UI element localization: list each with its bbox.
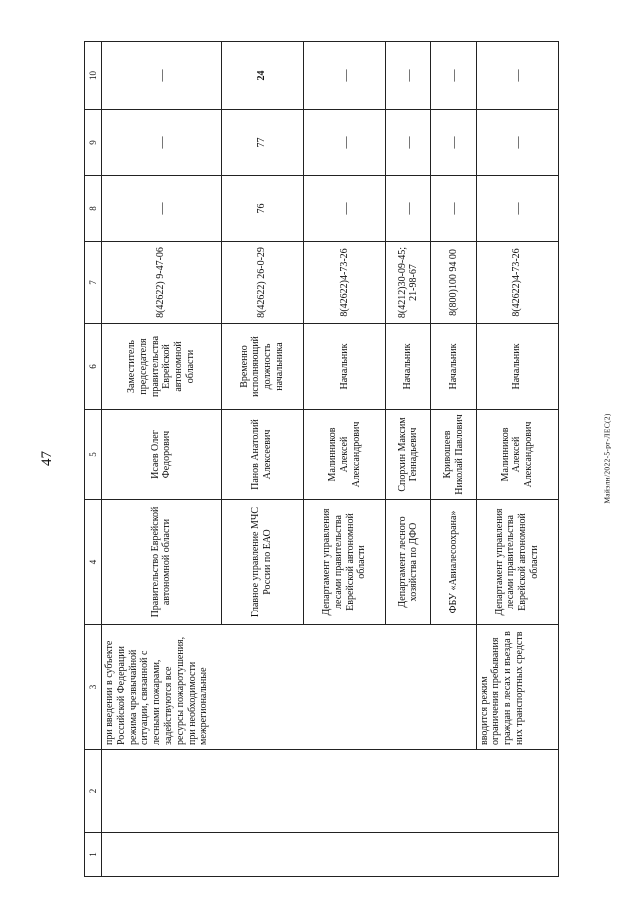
value-cell: —: [303, 41, 385, 109]
position-cell: Начальник: [430, 323, 475, 409]
page-number: 47: [39, 451, 55, 466]
cell-col2: [101, 749, 558, 832]
column-header: 9: [84, 109, 101, 175]
person-cell: Кривошеев Николай Павлович: [430, 409, 475, 499]
resources-table: [84, 41, 559, 877]
table-container: [84, 42, 559, 877]
value-cell: —: [101, 41, 221, 109]
header-row: [84, 41, 101, 876]
column-header: 4: [84, 499, 101, 624]
value-cell: —: [385, 109, 430, 175]
phone-cell: 8(4212)30-09-45; 21-98-67: [385, 241, 430, 323]
position-cell: Заместитель председателя правительства Еврейской автономной области: [101, 323, 221, 409]
value-cell: —: [101, 175, 221, 241]
column-header: 7: [84, 241, 101, 323]
person-cell: Малинников Алексей Александрович: [476, 409, 558, 499]
value-cell: —: [101, 109, 221, 175]
position-cell: Начальник: [476, 323, 558, 409]
value-cell: —: [476, 41, 558, 109]
value-cell: —: [303, 109, 385, 175]
condition-cell: при введении в субъекте Российской Федерации режима чрезвычайной ситуации, связанной с лесными пожарами, задействуются все ресурсы пожаротушения, при необходимости межрегиональные: [101, 624, 476, 749]
value-cell: —: [476, 109, 558, 175]
organization-cell: Департамент управления лесами правительства Еврейской автономной области: [476, 499, 558, 624]
cell-col1: [101, 832, 558, 876]
column-header: 10: [84, 41, 101, 109]
value-cell: —: [303, 175, 385, 241]
organization-cell: Правительство Еврейской автономной области: [101, 499, 221, 624]
person-cell: Спорхин Максим Геннадьевич: [385, 409, 430, 499]
value-cell: —: [430, 175, 475, 241]
person-cell: Панов Анатолий Алексеевич: [221, 409, 303, 499]
column-header: 2: [84, 749, 101, 832]
person-cell: Исаев Олег Федорович: [101, 409, 221, 499]
column-header: 1: [84, 832, 101, 876]
column-header: 8: [84, 175, 101, 241]
value-cell: —: [430, 109, 475, 175]
phone-cell: 8(42622)4-73-26: [476, 241, 558, 323]
table-row: [101, 41, 221, 876]
phone-cell: 8(42622) 26-0-29: [221, 241, 303, 323]
organization-cell: Главное управление МЧС России по ЕАО: [221, 499, 303, 624]
column-header: 5: [84, 409, 101, 499]
value-cell: —: [430, 41, 475, 109]
position-cell: Временно исполняющий должность начальника: [221, 323, 303, 409]
value-cell: 76: [221, 175, 303, 241]
phone-cell: 8(42622)4-73-26: [303, 241, 385, 323]
position-cell: Начальник: [385, 323, 430, 409]
value-cell: —: [385, 41, 430, 109]
value-cell: —: [385, 175, 430, 241]
organization-cell: Департамент лесного хозяйства по ДФО: [385, 499, 430, 624]
column-header: 3: [84, 624, 101, 749]
condition-cell: вводится режим ограничения пребывания граждан в лесах и въезда в них транспортных средств: [476, 624, 558, 749]
phone-cell: 8(42622) 9-47-06: [101, 241, 221, 323]
value-cell: 24: [221, 41, 303, 109]
organization-cell: Департамент управления лесами правительства Еврейской автономной области: [303, 499, 385, 624]
person-cell: Малинников Алексей Александрович: [303, 409, 385, 499]
position-cell: Начальник: [303, 323, 385, 409]
value-cell: —: [476, 175, 558, 241]
phone-cell: 8(800)100 94 00: [430, 241, 475, 323]
column-header: 6: [84, 323, 101, 409]
document-code: Майэлн/2022-5-рг-ЛЕС(2): [602, 413, 612, 504]
organization-cell: ФБУ «Авиалесоохрана»: [430, 499, 475, 624]
value-cell: 77: [221, 109, 303, 175]
